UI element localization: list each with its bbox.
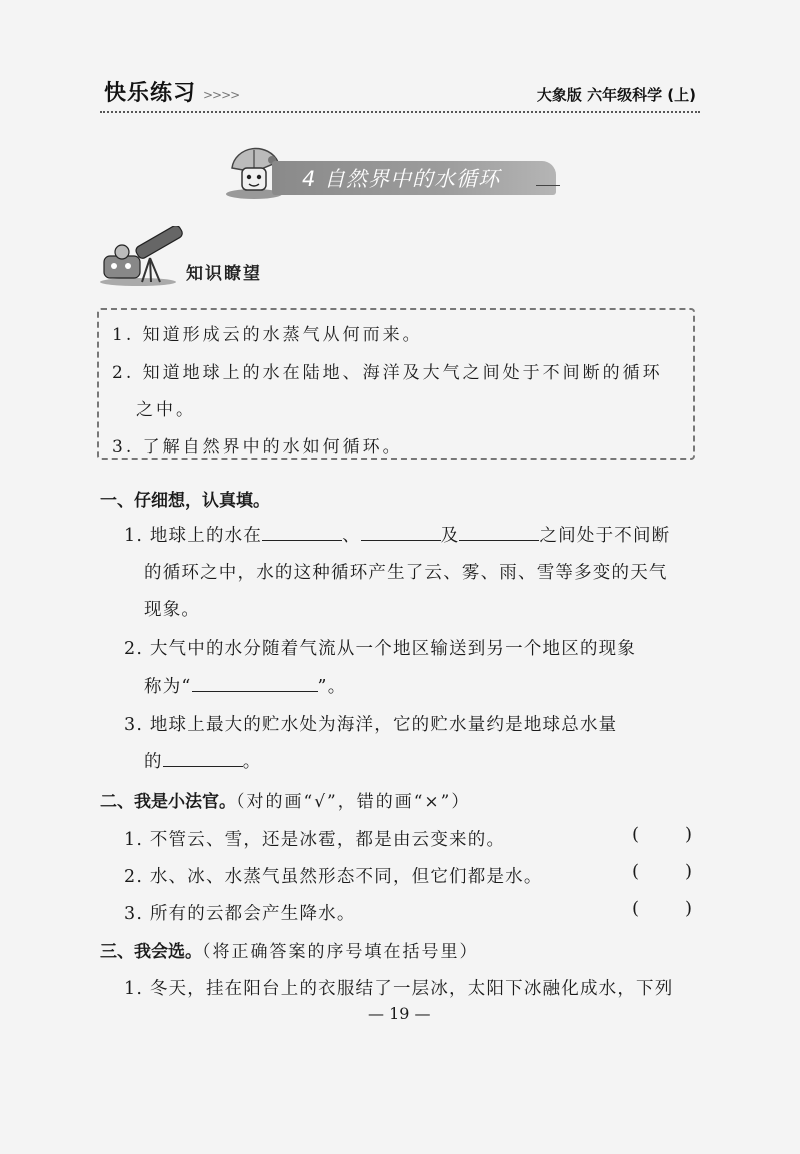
objective-item: 3. 了解自然界中的水如何循环。 xyxy=(112,437,403,457)
header-arrows-icon: >>>> xyxy=(203,88,240,102)
q1-sep: 及 xyxy=(440,526,460,546)
judge-item: 3. 所有的云都会产生降水。 xyxy=(124,904,356,924)
telescope-icon xyxy=(98,226,188,288)
answer-paren-open: ( xyxy=(632,861,640,882)
section2-title: 二、我是小法官。 xyxy=(100,792,236,812)
answer-slot[interactable] xyxy=(644,824,682,846)
blank-field[interactable] xyxy=(361,524,441,541)
section3-note: （将正确答案的序号填在括号里） xyxy=(202,942,479,962)
answer-slot[interactable] xyxy=(644,898,682,920)
header-divider xyxy=(100,111,700,113)
objective-item: 1. 知道形成云的水蒸气从何而来。 xyxy=(112,325,423,345)
blank-field[interactable] xyxy=(459,524,539,541)
section1-heading: 一、仔细想，认真填。 xyxy=(100,491,270,511)
page-number: — 19 — xyxy=(368,1004,431,1023)
q2-prefix: 称为“ xyxy=(144,677,192,697)
objective-item: 2. 知道地球上的水在陆地、海洋及大气之间处于不间断的循环 xyxy=(112,363,663,383)
q1-text: 之间处于不间断 xyxy=(539,526,671,546)
q1-text: 1. 地球上的水在 xyxy=(124,526,263,546)
s1-q1-line1 xyxy=(124,522,670,547)
s1-q2-line1: 2. 大气中的水分随着气流从一个地区输送到另一个地区的现象 xyxy=(124,639,637,659)
answer-paren-close: ) xyxy=(685,861,693,882)
answer-slot[interactable] xyxy=(644,861,682,883)
section3-title: 三、我会选。 xyxy=(100,942,202,962)
header-brand: 快乐练习 xyxy=(104,81,197,106)
answer-paren-open: ( xyxy=(632,824,640,845)
banner-underline xyxy=(536,185,560,186)
section2-heading xyxy=(100,787,470,812)
s1-q3-line2 xyxy=(144,748,261,773)
judge-item: 2. 水、冰、水蒸气虽然形态不同，但它们都是水。 xyxy=(124,867,543,887)
objective-item: 之中。 xyxy=(136,400,196,420)
knowledge-heading: 知识瞭望 xyxy=(186,264,262,284)
s1-q3-line1: 3. 地球上最大的贮水处为海洋，它的贮水量约是地球总水量 xyxy=(124,715,618,735)
blank-field[interactable] xyxy=(262,524,342,541)
judge-item: 1. 不管云、雪，还是冰雹，都是由云变来的。 xyxy=(124,830,506,850)
blank-field[interactable] xyxy=(192,675,318,692)
s3-q1-line1: 1. 冬天，挂在阳台上的衣服结了一层冰，太阳下冰融化成水，下列 xyxy=(124,979,674,999)
s1-q2-line2 xyxy=(144,673,346,698)
section3-heading xyxy=(100,937,479,962)
q3-prefix: 的 xyxy=(144,752,163,772)
q3-suffix: 。 xyxy=(242,752,262,772)
header-book-info: 大象版 六年级科学 (上) xyxy=(536,86,696,104)
q1-sep: 、 xyxy=(342,526,361,546)
section2-note: （对的画“√”，错的画“×”） xyxy=(236,792,471,812)
chapter-title: 4 自然界中的水循环 xyxy=(302,167,501,191)
blank-field[interactable] xyxy=(163,750,243,767)
answer-paren-open: ( xyxy=(632,898,640,919)
s1-q1-line2: 的循环之中，水的这种循环产生了云、雾、雨、雪等多变的天气 xyxy=(144,563,668,583)
s1-q1-line3: 现象。 xyxy=(144,600,201,620)
q2-suffix: ”。 xyxy=(317,677,347,697)
answer-paren-close: ) xyxy=(685,824,693,845)
answer-paren-close: ) xyxy=(685,898,693,919)
